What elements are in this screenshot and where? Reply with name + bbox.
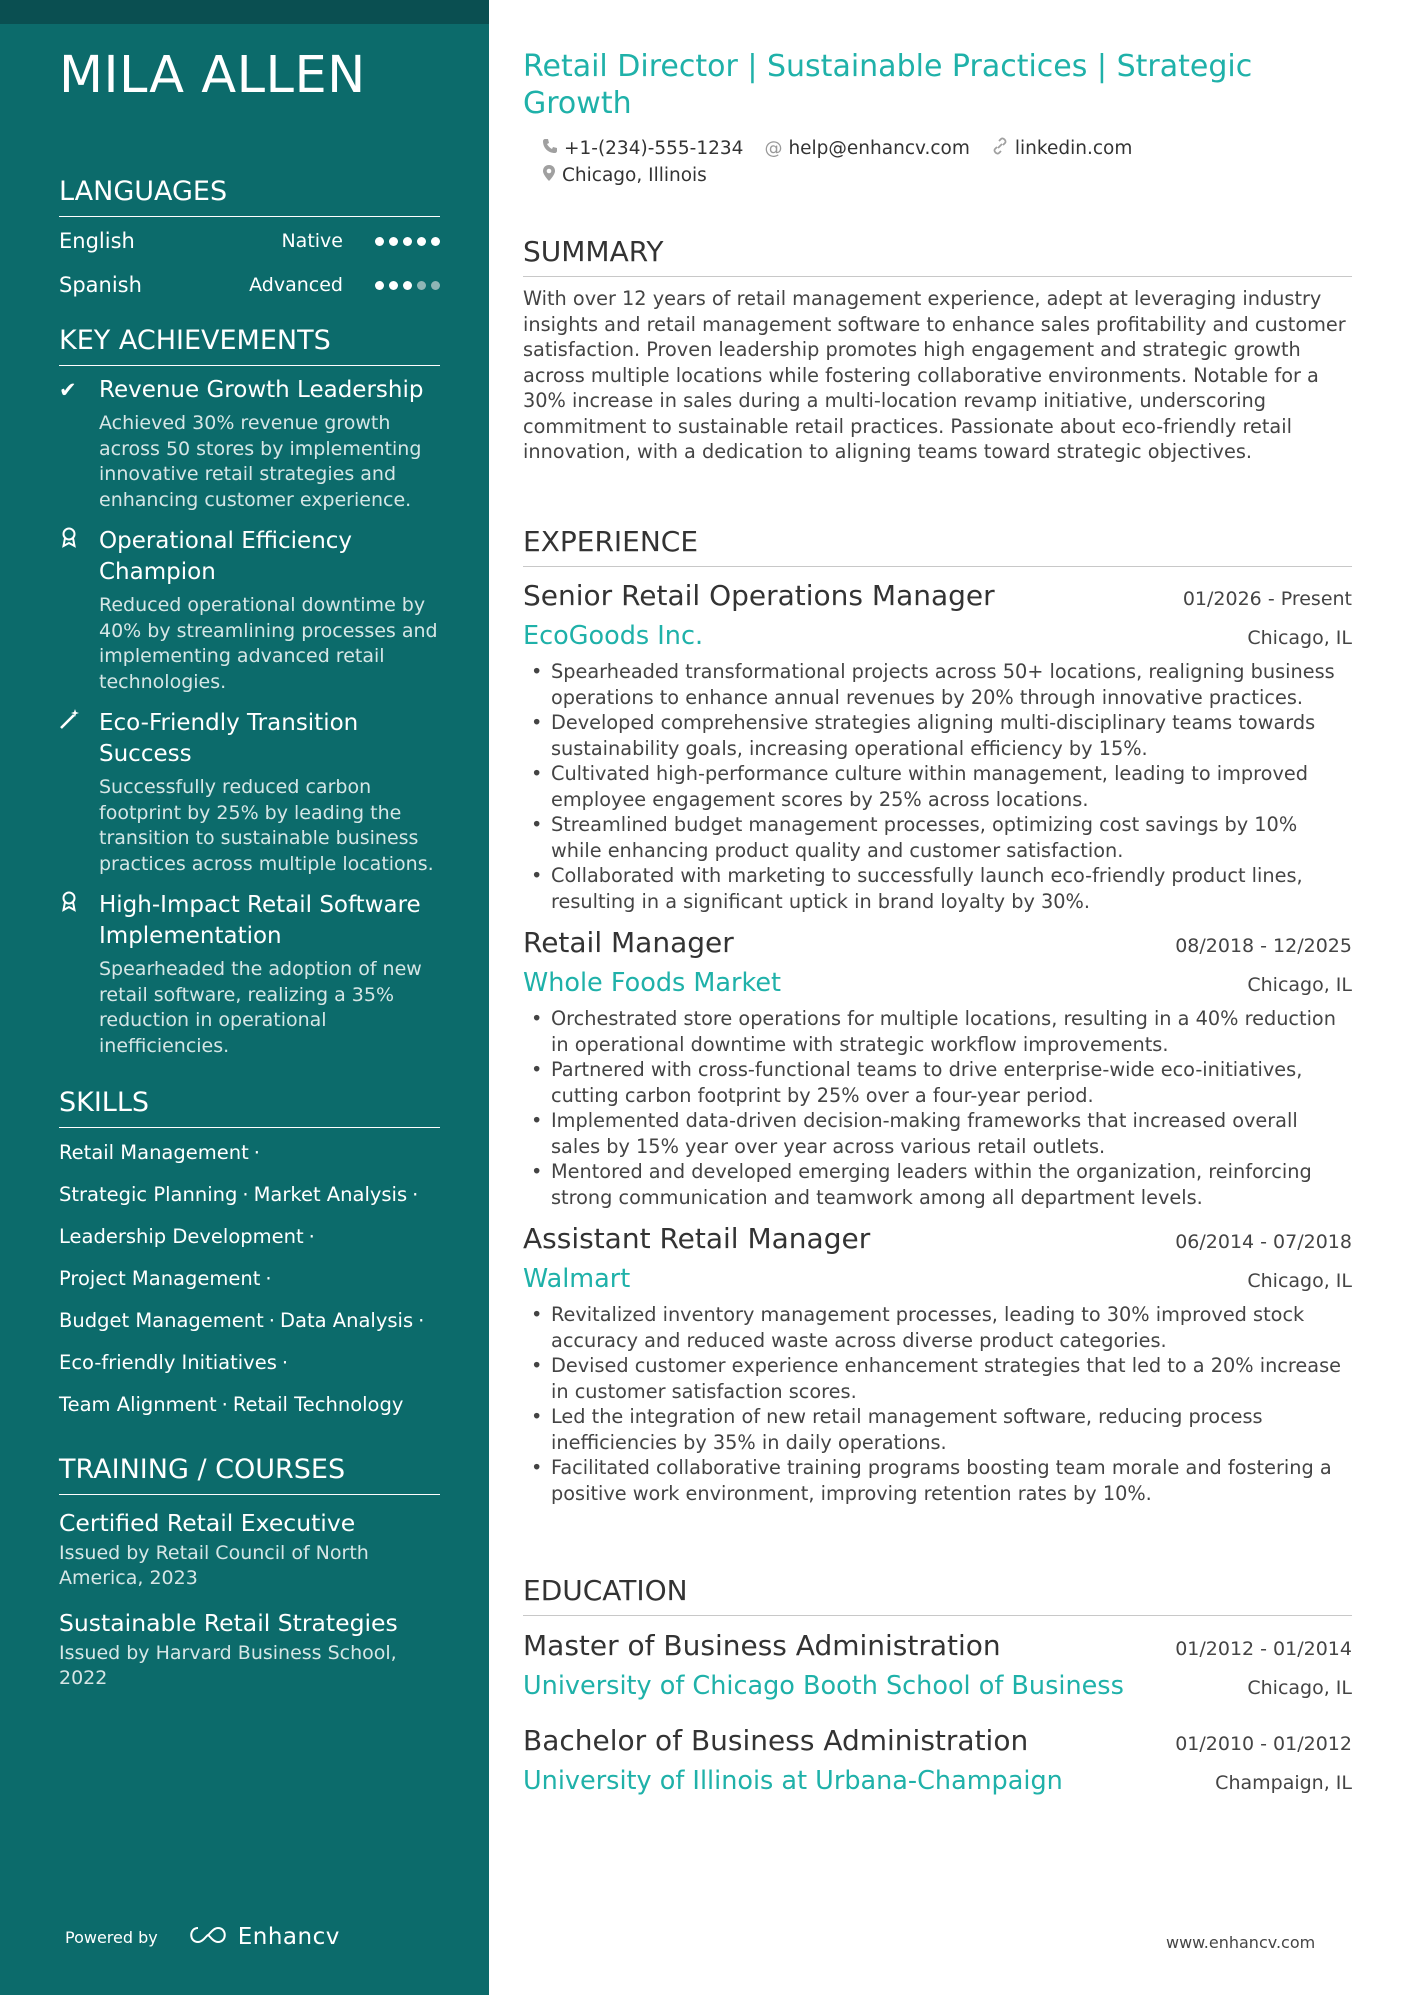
school-name: University of Illinois at Urbana-Champaign xyxy=(523,1766,1063,1796)
job-bullet: • Devised customer experience enhancement strategies that led to a 20% increase in customer satisfaction scores. xyxy=(523,1353,1352,1404)
map-pin-icon xyxy=(542,164,556,187)
education-location: Chicago, IL xyxy=(1247,1677,1352,1699)
degree-title: Bachelor of Business Administration xyxy=(523,1724,1029,1757)
job-bullet: • Developed comprehensive strategies aligning multi-disciplinary teams towards sustainability goals, increasing operational efficiency by 15%. xyxy=(523,710,1352,761)
job-title: Retail Manager xyxy=(523,926,734,959)
achievement-desc: Achieved 30% revenue growth across 50 stores by implementing innovative retail strategies and enhancing customer experience. xyxy=(99,412,422,511)
achievement-title: High-Impact Retail Software Implementation xyxy=(99,892,421,949)
achievement-title: Operational Efficiency Champion xyxy=(99,528,353,585)
link-text: linkedin.com xyxy=(1014,138,1133,159)
skill-separator: · xyxy=(412,1183,419,1206)
achievement-item xyxy=(59,526,440,695)
summary-title: SUMMARY xyxy=(523,234,1352,277)
course-title: Sustainable Retail Strategies xyxy=(59,1609,398,1637)
degree-title: Master of Business Administration xyxy=(523,1629,1001,1662)
job-entry xyxy=(523,923,1352,1210)
email-text: help@enhancv.com xyxy=(788,138,970,159)
language-row xyxy=(59,219,440,263)
job-entry xyxy=(523,576,1352,914)
skill-item: Retail Management xyxy=(59,1141,249,1164)
school-name: University of Chicago Booth School of Business xyxy=(523,1671,1124,1701)
powered-label: Powered by xyxy=(65,1927,158,1947)
rating-dot xyxy=(375,281,384,290)
skill-separator: · xyxy=(242,1183,249,1206)
course-desc: Issued by Retail Council of North America, 2023 xyxy=(59,1542,369,1589)
skill-row xyxy=(59,1342,440,1384)
experience-section xyxy=(523,524,1352,1506)
job-bullet: • Collaborated with marketing to successfully launch eco-friendly product lines, resulting in a significant uptick in brand loyalty by 30%. xyxy=(523,863,1352,914)
job-company: EcoGoods Inc. xyxy=(523,621,704,651)
language-rating xyxy=(375,281,440,290)
magic-wand-icon xyxy=(59,708,99,877)
job-bullet: • Revitalized inventory management processes, leading to 30% improved stock accuracy and reduced waste across diverse product categories. xyxy=(523,1302,1352,1353)
job-bullet: • Spearheaded transformational projects across 50+ locations, realigning business operations to enhance annual revenues by 20% through innovative practices. xyxy=(523,659,1352,710)
rating-dot xyxy=(403,281,412,290)
skill-item: Eco-friendly Initiatives xyxy=(59,1351,277,1374)
job-company: Walmart xyxy=(523,1264,631,1294)
achievement-title: Revenue Growth Leadership xyxy=(99,377,424,403)
enhancv-logo-icon xyxy=(186,1924,230,1950)
skill-separator: · xyxy=(253,1141,260,1164)
training-section xyxy=(59,1452,440,1691)
sidebar-top-bar xyxy=(0,0,489,24)
rating-dot xyxy=(375,237,384,246)
job-bullets xyxy=(523,659,1352,914)
education-location: Champaign, IL xyxy=(1215,1772,1352,1794)
link-contact[interactable] xyxy=(991,137,1132,160)
location-text: Chicago, Illinois xyxy=(562,165,707,186)
achievement-desc: Spearheaded the adoption of new retail software, realizing a 35% reduction in operational inefficiencies. xyxy=(99,958,422,1057)
job-date: 06/2014 - 07/2018 xyxy=(1175,1231,1352,1253)
languages-section xyxy=(59,174,440,307)
job-bullet: • Partnered with cross-functional teams to drive enterprise-wide eco-initiatives, cutting carbon footprint by 25% over a four-year period. xyxy=(523,1057,1352,1108)
skill-row xyxy=(59,1216,440,1258)
summary-section xyxy=(523,234,1352,465)
achievement-desc: Reduced operational downtime by 40% by streamlining processes and implementing advanced retail technologies. xyxy=(99,594,438,693)
language-level: Advanced xyxy=(249,274,343,296)
job-entry xyxy=(523,1219,1352,1506)
skill-item: Budget Management xyxy=(59,1309,264,1332)
education-date: 01/2012 - 01/2014 xyxy=(1175,1638,1352,1660)
contact-info xyxy=(542,135,1322,189)
achievement-desc: Successfully reduced carbon footprint by 25% by leading the transition to sustainable business practices across multiple locations. xyxy=(99,776,434,875)
skill-separator: · xyxy=(265,1267,272,1290)
job-bullet: • Orchestrated store operations for multiple locations, resulting in a 40% reduction in operational downtime with strategic workflow improvements. xyxy=(523,1006,1352,1057)
achievements-title: KEY ACHIEVEMENTS xyxy=(59,323,440,366)
skill-item: Project Management xyxy=(59,1267,261,1290)
job-date: 01/2026 - Present xyxy=(1182,588,1352,610)
skill-row xyxy=(59,1300,440,1342)
skill-item: Team Alignment xyxy=(59,1393,217,1416)
powered-by xyxy=(65,1924,340,1950)
rating-dot xyxy=(403,237,412,246)
achievement-item xyxy=(59,890,440,1059)
job-bullet: • Mentored and developed emerging leaders within the organization, reinforcing strong communication and teamwork among all department levels. xyxy=(523,1159,1352,1210)
achievements-section xyxy=(59,323,440,1059)
sidebar xyxy=(0,0,489,1995)
language-row xyxy=(59,263,440,307)
job-bullet: • Led the integration of new retail management software, reducing process inefficiencies by 35% in daily operations. xyxy=(523,1404,1352,1455)
skill-separator: · xyxy=(308,1225,315,1248)
phone-icon xyxy=(542,138,558,159)
skill-separator: · xyxy=(281,1351,289,1374)
rating-dot xyxy=(389,281,398,290)
job-title: Assistant Retail Manager xyxy=(523,1222,871,1255)
rating-dot xyxy=(389,237,398,246)
job-bullet: • Facilitated collaborative training programs boosting team morale and fostering a positive work environment, improving retention rates by 10%. xyxy=(523,1455,1352,1506)
training-title: TRAINING / COURSES xyxy=(59,1452,440,1495)
powered-brand: Enhancv xyxy=(237,1924,340,1950)
job-location: Chicago, IL xyxy=(1247,1270,1352,1292)
footer-url: www.enhancv.com xyxy=(1166,1933,1316,1952)
job-location: Chicago, IL xyxy=(1247,974,1352,996)
course-item xyxy=(59,1507,440,1591)
job-company: Whole Foods Market xyxy=(523,968,782,998)
job-bullet: • Implemented data-driven decision-making frameworks that increased overall sales by 15% year over year across various retail outlets. xyxy=(523,1108,1352,1159)
email-contact[interactable] xyxy=(764,138,969,159)
language-level: Native xyxy=(281,230,343,252)
experience-title: EXPERIENCE xyxy=(523,524,1352,567)
rating-dot xyxy=(431,281,440,290)
link-icon xyxy=(991,137,1009,160)
skills-list xyxy=(59,1132,440,1426)
skills-section xyxy=(59,1085,440,1426)
skill-row xyxy=(59,1174,440,1216)
check-icon: ✔ xyxy=(59,378,77,402)
language-rating xyxy=(375,237,440,246)
course-item xyxy=(59,1607,440,1691)
course-title: Certified Retail Executive xyxy=(59,1509,356,1537)
skill-separator: · xyxy=(221,1393,228,1416)
skill-item: Market Analysis xyxy=(253,1183,408,1206)
language-name: Spanish xyxy=(59,273,142,297)
at-icon: @ xyxy=(764,138,783,159)
job-date: 08/2018 - 12/2025 xyxy=(1175,935,1352,957)
skill-item: Strategic Planning xyxy=(59,1183,238,1206)
job-bullet: • Cultivated high-performance culture within management, leading to improved employee engagement scores by 25% across locations. xyxy=(523,761,1352,812)
education-entry xyxy=(523,1626,1352,1705)
job-bullets xyxy=(523,1302,1352,1506)
course-desc: Issued by Harvard Business School, 2022 xyxy=(59,1642,397,1689)
education-date: 01/2010 - 01/2012 xyxy=(1175,1733,1352,1755)
education-title: EDUCATION xyxy=(523,1573,1352,1616)
skill-row xyxy=(59,1258,440,1300)
rating-dot xyxy=(417,281,426,290)
candidate-name: MILA ALLEN xyxy=(59,46,366,105)
education-section xyxy=(523,1573,1352,1800)
rating-dot xyxy=(431,237,440,246)
skill-item: Data Analysis xyxy=(280,1309,414,1332)
languages-title: LANGUAGES xyxy=(59,174,440,217)
job-bullet: • Streamlined budget management processes, optimizing cost savings by 10% while enhancing product quality and customer satisfaction. xyxy=(523,812,1352,863)
achievement-item xyxy=(59,708,440,877)
skill-separator: · xyxy=(268,1309,275,1332)
skill-item: Leadership Development xyxy=(59,1225,304,1248)
skill-separator: · xyxy=(418,1309,425,1332)
job-title: Senior Retail Operations Manager xyxy=(523,579,995,612)
achievement-item xyxy=(59,375,440,513)
skill-item: Retail Technology xyxy=(232,1393,404,1416)
education-entry xyxy=(523,1721,1352,1800)
award-icon xyxy=(59,526,99,695)
language-name: English xyxy=(59,229,135,253)
headline: Retail Director | Sustainable Practices | Strategic Growth xyxy=(523,49,1253,121)
award-icon xyxy=(59,890,99,1059)
job-bullets xyxy=(523,1006,1352,1210)
skill-row xyxy=(59,1132,440,1174)
rating-dot xyxy=(417,237,426,246)
job-location: Chicago, IL xyxy=(1247,627,1352,649)
phone-contact[interactable] xyxy=(542,138,743,159)
location-contact xyxy=(542,164,707,187)
achievement-title: Eco-Friendly Transition Success xyxy=(99,710,359,767)
summary-text: With over 12 years of retail management experience, adept at leveraging industry insights and retail management software to enhance sales profitability and customer satisfaction. Proven leadership promotes high engagement and strategic growth across multiple locations while fostering collaborative environments. Notable for a 30% increase in sales during a multi-location revamp initiative, underscoring commitment to sustainable retail practices. Passionate about eco-friendly retail innovation, with a dedication to aligning teams toward strategic objectives. xyxy=(523,287,1346,463)
skills-title: SKILLS xyxy=(59,1085,440,1128)
skill-row xyxy=(59,1384,440,1426)
phone-text: +1-(234)-555-1234 xyxy=(564,138,744,159)
